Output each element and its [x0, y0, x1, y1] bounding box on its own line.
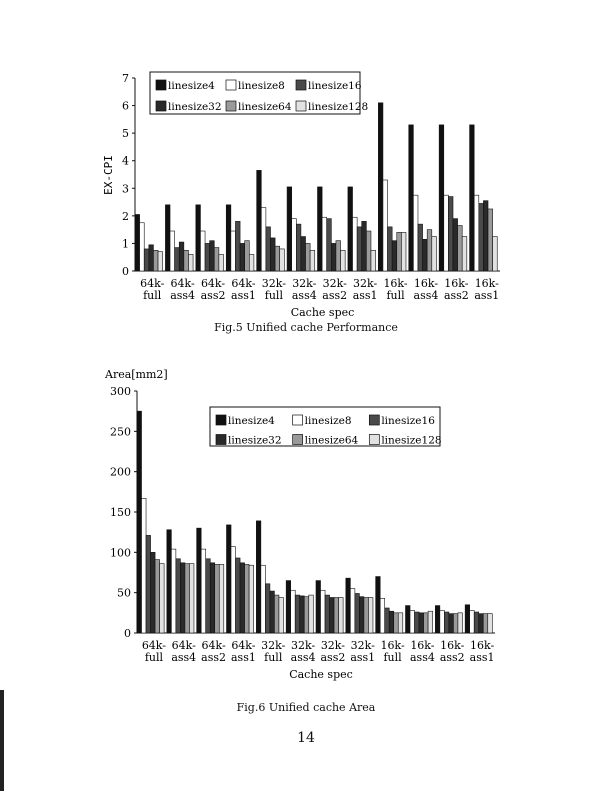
bar-linesize128 [188, 254, 193, 271]
bar-linesize32 [180, 563, 185, 633]
bar-linesize8 [353, 217, 358, 271]
legend-label: linesize128 [308, 101, 369, 113]
bar-linesize8 [201, 549, 206, 633]
x-tick-label: ass1 [231, 289, 256, 302]
bar-linesize32 [240, 563, 245, 633]
x-tick-label: 64k- [200, 277, 226, 290]
bar-linesize128 [401, 232, 406, 271]
bar-linesize8 [350, 589, 355, 633]
bar-linesize64 [155, 560, 160, 633]
x-tick-label: 64k- [201, 639, 226, 652]
y-tick-label: 0 [124, 627, 131, 640]
bar-linesize8 [291, 590, 296, 633]
bar-linesize8 [261, 208, 266, 271]
x-tick-label: 64k- [171, 639, 196, 652]
bar-linesize16 [205, 243, 210, 271]
legend-swatch-linesize32 [156, 101, 166, 111]
bar-linesize4 [318, 187, 323, 271]
x-tick-label: ass1 [350, 651, 376, 664]
legend-swatch-linesize64 [226, 101, 236, 111]
x-tick-label: 16k- [444, 277, 469, 290]
bar-linesize64 [215, 564, 220, 633]
bar-linesize128 [160, 564, 165, 633]
bar-linesize8 [474, 195, 479, 271]
y-tick-label: 2 [122, 209, 129, 223]
bar-linesize8 [321, 590, 326, 633]
bar-linesize4 [197, 528, 202, 633]
bar-linesize32 [151, 552, 156, 633]
bar-linesize128 [371, 250, 376, 271]
y-tick-label: 200 [110, 465, 131, 479]
bar-linesize16 [479, 203, 484, 271]
bar-linesize16 [327, 219, 332, 271]
legend [150, 72, 368, 114]
bar-linesize4 [135, 214, 140, 271]
x-tick-label: ass2 [439, 651, 465, 664]
bar-linesize64 [366, 231, 371, 271]
bar-linesize8 [380, 598, 385, 633]
x-tick-label: ass4 [291, 289, 317, 302]
bar-linesize16 [265, 584, 270, 633]
bar-linesize16 [415, 612, 420, 633]
bar-linesize16 [266, 227, 271, 271]
bar-linesize32 [479, 614, 484, 633]
legend-label: linesize64 [304, 434, 359, 447]
x-tick-label: full [144, 651, 164, 664]
bar-linesize128 [219, 254, 224, 271]
bar-linesize8 [413, 195, 418, 271]
bar-linesize4 [406, 606, 411, 633]
legend-label: linesize8 [304, 415, 352, 427]
legend-label: linesize32 [228, 434, 282, 447]
bar-linesize128 [309, 595, 314, 633]
bar-linesize64 [488, 209, 493, 271]
legend-label: linesize128 [381, 434, 442, 447]
bar-linesize16 [418, 224, 423, 271]
bar-linesize128 [310, 250, 315, 271]
x-tick-label: 64k- [140, 277, 165, 290]
bar-linesize16 [355, 593, 360, 633]
bar-linesize16 [175, 248, 180, 271]
x-tick-label: 64k- [170, 277, 195, 290]
legend-swatch-linesize8 [293, 415, 303, 425]
y-tick-label: 3 [122, 182, 129, 196]
x-tick-label: 64k- [231, 277, 256, 290]
bar-linesize32 [179, 242, 184, 271]
bar-linesize64 [304, 597, 309, 633]
bar-linesize4 [137, 411, 142, 633]
x-tick-label: ass4 [171, 651, 197, 664]
y-tick-label: 150 [110, 506, 131, 519]
x-tick-label: ass1 [474, 289, 500, 302]
bar-linesize4 [196, 205, 201, 271]
bar-linesize128 [280, 249, 285, 271]
x-tick-label: 32k- [290, 639, 316, 652]
x-tick-label: ass2 [320, 651, 346, 664]
bar-linesize32 [389, 611, 394, 633]
x-tick-label: 16k- [410, 639, 435, 652]
bar-linesize32 [423, 239, 428, 271]
legend-swatch-linesize128 [369, 435, 379, 445]
x-tick-label: ass1 [469, 651, 495, 664]
x-tick-label: 32k- [350, 639, 375, 652]
bar-linesize16 [206, 559, 211, 633]
legend-swatch-linesize16 [369, 415, 379, 425]
bar-linesize32 [330, 598, 335, 633]
bar-linesize32 [270, 238, 275, 271]
bar-linesize8 [383, 180, 388, 271]
bar-linesize32 [449, 614, 454, 633]
y-tick-label: 50 [117, 586, 131, 600]
bar-linesize4 [167, 530, 172, 633]
bar-linesize8 [170, 231, 175, 271]
bar-linesize4 [227, 525, 232, 633]
x-tick-label: 16k- [380, 639, 405, 652]
legend-label: linesize4 [168, 80, 215, 92]
legend-label: linesize16 [308, 80, 362, 92]
x-axis-label: Cache spec [289, 668, 353, 681]
bar-linesize64 [453, 614, 458, 633]
bar-linesize4 [226, 205, 231, 271]
bar-linesize8 [171, 549, 176, 633]
bar-linesize128 [158, 252, 163, 271]
bar-linesize4 [257, 170, 262, 271]
bar-linesize4 [470, 125, 475, 271]
x-tick-label: 16k- [474, 277, 499, 290]
x-tick-label: 16k- [469, 639, 495, 652]
legend-label: linesize4 [228, 415, 275, 427]
bar-linesize64 [153, 250, 158, 271]
x-tick-label: full [383, 651, 402, 664]
bar-linesize16 [146, 535, 151, 633]
y-tick-label: 300 [110, 385, 131, 398]
x-tick-label: 16k- [413, 277, 439, 290]
bar-linesize128 [189, 564, 194, 633]
x-tick-label: ass2 [443, 289, 469, 302]
bar-linesize4 [465, 605, 470, 633]
y-tick-label: 4 [122, 154, 129, 168]
legend-label: linesize32 [168, 101, 222, 113]
bar-linesize8 [440, 610, 445, 633]
bar-linesize64 [394, 613, 399, 633]
bar-linesize16 [295, 595, 300, 633]
bar-linesize64 [334, 598, 339, 633]
bar-linesize16 [385, 608, 390, 633]
bar-linesize128 [339, 598, 344, 633]
x-tick-label: 64k- [231, 639, 256, 652]
x-tick-label: ass2 [322, 289, 348, 302]
bar-linesize16 [236, 558, 241, 633]
x-tick-label: ass4 [413, 289, 439, 302]
y-tick-label: 7 [122, 72, 129, 85]
bar-linesize128 [249, 565, 254, 633]
bar-linesize16 [448, 197, 453, 271]
bar-linesize4 [286, 581, 291, 633]
bar-linesize8 [292, 219, 297, 271]
chart-2 [104, 368, 495, 681]
page-number: 14 [297, 730, 315, 746]
x-tick-label: ass2 [201, 651, 227, 664]
bar-linesize128 [432, 237, 437, 271]
bar-linesize128 [219, 564, 224, 633]
bar-linesize64 [483, 614, 488, 633]
bar-linesize8 [231, 231, 236, 271]
legend-label: linesize64 [238, 101, 292, 113]
bar-linesize16 [357, 227, 362, 271]
bar-linesize128 [488, 614, 493, 633]
bar-linesize32 [331, 243, 336, 271]
y-tick-label: 6 [122, 99, 129, 113]
bar-linesize16 [176, 559, 181, 633]
bar-linesize8 [444, 195, 449, 271]
x-tick-label: 32k- [322, 277, 347, 290]
x-tick-label: 32k- [261, 639, 286, 652]
bar-linesize64 [274, 595, 279, 633]
legend-swatch-linesize4 [156, 80, 166, 90]
x-tick-label: full [386, 289, 405, 302]
bar-linesize64 [336, 241, 341, 271]
bar-linesize4 [376, 577, 381, 633]
y-tick-label: 5 [122, 127, 129, 141]
y-tick-label: 0 [122, 265, 129, 278]
bar-linesize16 [474, 612, 479, 633]
y-tick-label: 100 [110, 546, 131, 560]
bar-linesize32 [301, 237, 306, 271]
bar-linesize4 [435, 606, 440, 633]
bar-linesize128 [462, 237, 467, 271]
bar-linesize16 [388, 227, 393, 271]
bar-linesize32 [270, 591, 275, 633]
bar-linesize64 [424, 613, 429, 633]
bar-linesize32 [392, 241, 397, 271]
legend-label: linesize16 [381, 415, 435, 427]
bar-linesize32 [300, 596, 305, 633]
x-tick-label: ass1 [352, 289, 378, 302]
bar-linesize64 [214, 248, 219, 271]
bar-linesize128 [249, 254, 254, 271]
bar-linesize8 [231, 547, 236, 633]
bar-linesize4 [439, 125, 444, 271]
bar-linesize16 [444, 612, 449, 633]
legend-swatch-linesize16 [296, 80, 306, 90]
x-tick-label: 32k- [292, 277, 317, 290]
legend-swatch-linesize64 [293, 435, 303, 445]
legend-swatch-linesize8 [226, 80, 236, 90]
x-tick-label: full [264, 651, 283, 664]
bar-linesize32 [240, 243, 245, 271]
bar-linesize32 [419, 613, 424, 633]
x-tick-label: 16k- [383, 277, 408, 290]
bar-linesize32 [210, 563, 215, 633]
bar-linesize128 [493, 237, 498, 271]
y-tick-label: 250 [110, 425, 131, 439]
x-tick-label: ass4 [290, 651, 316, 664]
bar-linesize64 [364, 598, 369, 633]
fig6-caption: Fig.6 Unified cache Area [236, 701, 376, 714]
bar-linesize128 [398, 613, 403, 633]
bar-linesize32 [359, 597, 364, 633]
legend [210, 407, 442, 447]
legend-swatch-linesize32 [216, 435, 226, 445]
bar-linesize64 [427, 230, 432, 271]
bar-linesize4 [409, 125, 414, 271]
x-tick-label: 32k- [353, 277, 378, 290]
scan-edge [0, 690, 4, 791]
bar-linesize32 [210, 241, 215, 271]
y-axis-label: EX-CPI [102, 155, 115, 195]
bar-linesize4 [165, 205, 170, 271]
chart-1 [102, 72, 500, 319]
bar-linesize8 [140, 223, 145, 271]
bar-linesize16 [325, 595, 330, 633]
bar-linesize4 [256, 521, 261, 633]
bar-linesize32 [483, 201, 488, 271]
legend-swatch-linesize4 [216, 415, 226, 425]
legend-swatch-linesize128 [296, 101, 306, 111]
bar-linesize4 [287, 187, 292, 271]
y-axis-label: Area[mm2] [105, 368, 168, 381]
x-tick-label: ass1 [230, 651, 256, 664]
bar-linesize128 [368, 598, 373, 633]
bar-linesize4 [378, 103, 383, 271]
bar-linesize8 [200, 231, 205, 271]
x-tick-label: ass4 [170, 289, 196, 302]
bar-linesize8 [410, 610, 415, 633]
bar-linesize8 [470, 610, 475, 633]
bar-linesize64 [275, 246, 280, 271]
bar-linesize4 [346, 578, 351, 633]
bar-linesize64 [185, 564, 190, 633]
x-tick-label: full [143, 289, 162, 302]
bar-linesize128 [341, 250, 346, 271]
fig5-caption: Fig.5 Unified cache Performance [214, 321, 398, 334]
x-tick-label: 32k- [261, 277, 286, 290]
bar-linesize64 [397, 232, 402, 271]
bar-linesize16 [144, 249, 149, 271]
bar-linesize64 [184, 250, 189, 271]
x-tick-label: 64k- [141, 639, 167, 652]
x-tick-label: ass4 [409, 651, 435, 664]
x-tick-label: 32k- [320, 639, 346, 652]
bar-linesize8 [261, 565, 266, 633]
bar-linesize8 [322, 217, 327, 271]
bar-linesize16 [235, 221, 240, 271]
bar-linesize4 [316, 581, 321, 633]
bar-linesize64 [458, 226, 463, 271]
bar-linesize32 [453, 219, 458, 271]
bar-linesize64 [245, 241, 250, 271]
bar-linesize64 [245, 564, 250, 633]
x-tick-label: full [264, 289, 283, 302]
bar-linesize32 [362, 221, 367, 271]
x-tick-label: 16k- [440, 639, 465, 652]
x-tick-label: ass2 [200, 289, 226, 302]
bar-linesize128 [279, 598, 284, 633]
bar-linesize16 [296, 224, 301, 271]
bar-linesize128 [458, 613, 463, 633]
x-axis-label: Cache spec [290, 306, 355, 319]
bar-linesize32 [149, 245, 154, 271]
bar-linesize8 [142, 498, 147, 633]
legend-label: linesize8 [238, 80, 285, 92]
bar-linesize128 [428, 611, 433, 633]
y-tick-label: 1 [122, 237, 129, 251]
bar-linesize4 [348, 187, 353, 271]
bar-linesize64 [306, 243, 311, 271]
